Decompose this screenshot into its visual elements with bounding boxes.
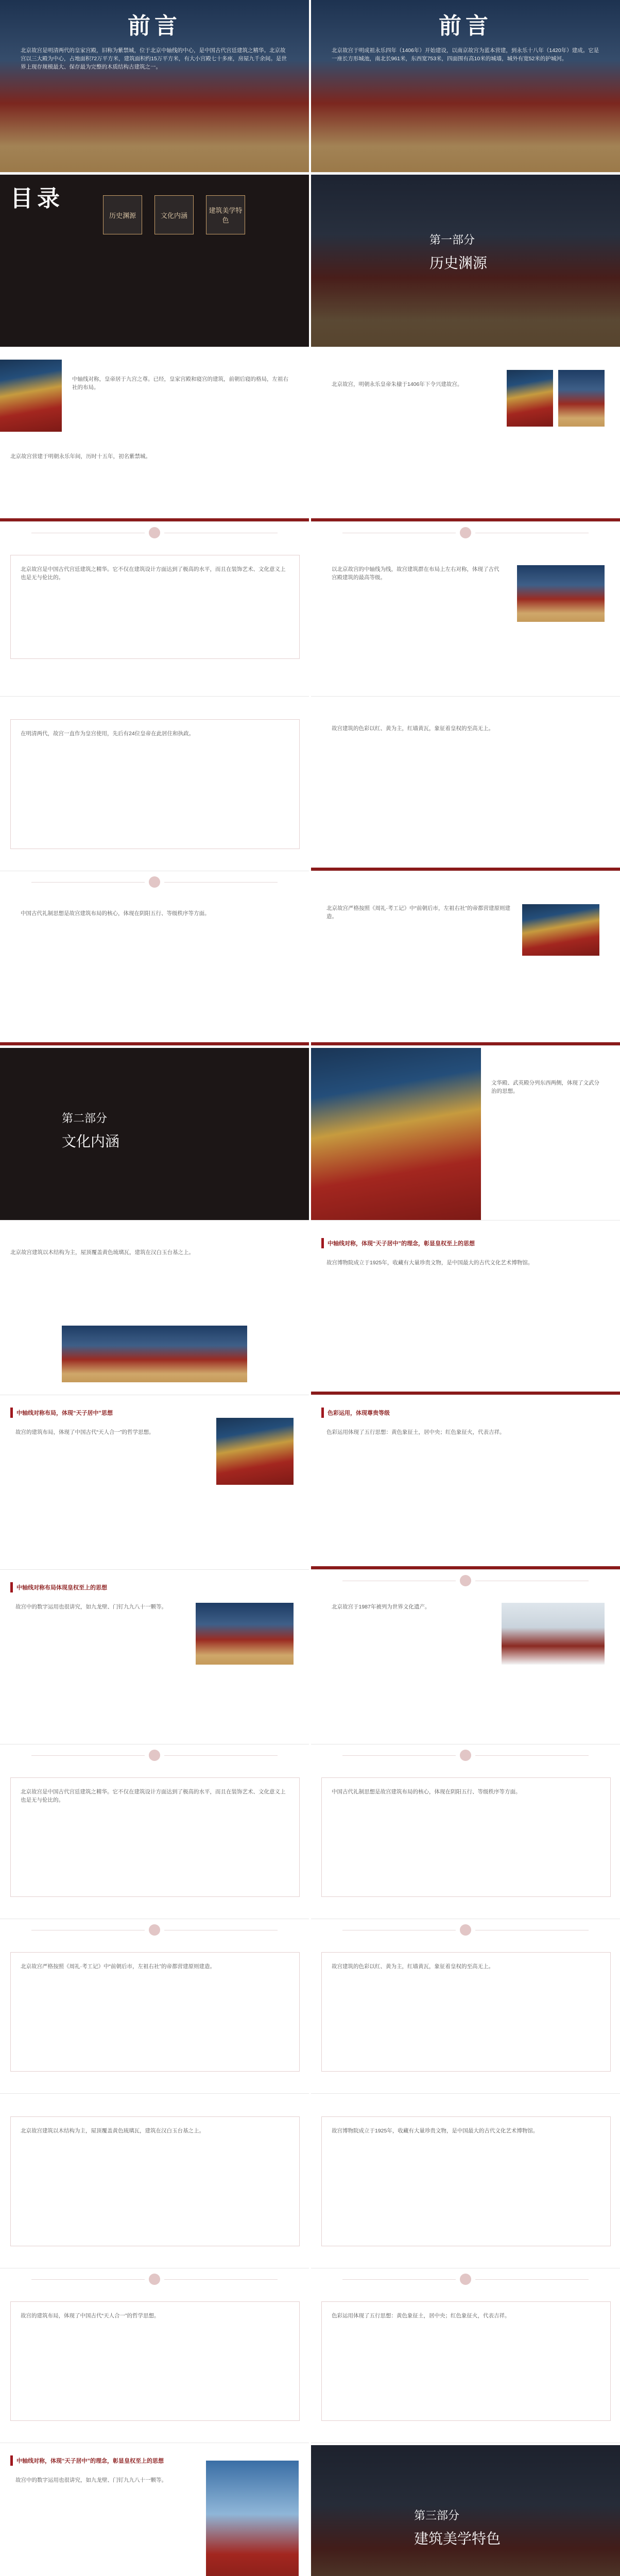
- slide-text: 故宫的建筑布局，体现了中国古代“天人合一”的哲学思想。: [15, 1429, 154, 1435]
- slide-culture-8[interactable]: [0, 1747, 309, 1919]
- slide-header: [0, 1747, 309, 1764]
- slide-text: 故宫建筑的色彩以红、黄为主，红墙黄瓦，象征着皇权的至高无上。: [332, 1963, 494, 1970]
- toc-item-3[interactable]: 建筑美学特色: [206, 195, 245, 234]
- tower-photo: [206, 2461, 299, 2576]
- slide-text: 北京故宫营建于明朝永乐年间，历时十五年，初名紫禁城。: [10, 453, 151, 460]
- roof-photo: [507, 370, 553, 427]
- slide-footer-bar: [0, 1042, 309, 1045]
- slide-header: [311, 1921, 620, 1939]
- slide-header: [311, 2270, 620, 2288]
- slide-text: 色彩运用体现了五行思想：黄色象征土，居中央；红色象征火，代表吉祥。: [326, 1429, 505, 1435]
- slide-text: 北京故宫于明成祖永乐四年（1406年）开始建设，以南京故宫为蓝本营建，到永乐十八年（1420年）建成。它是一座长方形城池，南北长961米，东西宽753米，四面围有高10米的城墙，城外有宽52米的护城河。: [332, 47, 599, 62]
- slide-text: 以北京故宫的中轴线为线，故宫建筑群在布局上左右对称，体现了古代宫殿建筑的最高等级。: [332, 566, 500, 581]
- roof-photo: [311, 1048, 481, 1220]
- slide-history-2[interactable]: [311, 349, 620, 522]
- toc-item-2[interactable]: 文化内涵: [154, 195, 194, 234]
- slide-culture-12[interactable]: [0, 2096, 309, 2268]
- slide-text: 北京故宫是明清两代的皇家宫殿，旧称为紫禁城，位于北京中轴线的中心，是中国古代宫廷建筑之精华。北京故宫以三大殿为中心，占地面积72万平方米，建筑面积约15万平方米，有大小宫殿七十多座，房屋九千余间。是世界上现存规模最大、保存最为完整的木质结构古建筑之一。: [21, 47, 287, 70]
- slide-text: 中轴线对称，皇帝居于九宫之尊。已经，皇家宫殿和寝宫的建筑，前朝后寝的格局，左祖右社的布局。: [72, 376, 288, 391]
- slide-part3[interactable]: [311, 2445, 620, 2576]
- slide-history-3[interactable]: [0, 524, 309, 697]
- palace-photo: [517, 565, 605, 622]
- slide-culture-14[interactable]: [0, 2270, 309, 2443]
- text-card: [10, 2116, 300, 2246]
- slide-header: [311, 1747, 620, 1764]
- heading-accent: [10, 2455, 13, 2466]
- slide-culture-1[interactable]: [311, 1048, 620, 1221]
- slide-history-1[interactable]: [0, 349, 309, 522]
- slide-header: [311, 1572, 620, 1589]
- slide-preface-1[interactable]: [0, 0, 309, 173]
- snow-photo: [502, 1603, 605, 1665]
- slide-header: [0, 524, 309, 541]
- slide-header: [0, 873, 309, 891]
- section-name: 建筑美学特色: [414, 2530, 501, 2547]
- slide-part1[interactable]: [311, 175, 620, 347]
- slide-culture-2[interactable]: [0, 1223, 309, 1395]
- palace-photo: [311, 2445, 620, 2576]
- slide-culture-7[interactable]: [311, 1572, 620, 1744]
- slide-text: 故宫建筑的色彩以红、黄为主，红墙黄瓦，象征着皇权的至高无上。: [332, 725, 494, 732]
- heading: 中轴线对称布局，体现“天子居中”思想: [16, 1410, 113, 1416]
- section-name: 文化内涵: [62, 1133, 120, 1150]
- slide-history-7[interactable]: [0, 873, 309, 1046]
- roof-photo: [522, 904, 599, 956]
- palace-photo: [196, 1603, 294, 1665]
- slide-text: 北京故宫严格按照《周礼·考工记》中“前朝后市，左祖右社”的帝都营建原则建造。: [326, 905, 510, 920]
- slide-history-8[interactable]: [311, 873, 620, 1046]
- slide-text: 北京故宫是中国古代宫廷建筑之精华。它不仅在建筑设计方面达到了极高的水平，而且在装饰艺术、文化意义上也是无与伦比的。: [21, 566, 286, 581]
- slide-history-5[interactable]: [0, 699, 309, 871]
- slide-culture-3[interactable]: [311, 1223, 620, 1395]
- slide-header: [0, 1921, 309, 1939]
- slide-text: 北京故宫是中国古代宫廷建筑之精华。它不仅在建筑设计方面达到了极高的水平，而且在装饰艺术、文化意义上也是无与伦比的。: [21, 1789, 286, 1803]
- toc-title: 目录: [10, 185, 64, 212]
- slide-text: 北京故宫，明朝永乐皇帝朱棣于1406年下令兴建故宫。: [332, 381, 463, 387]
- gate-photo: [0, 360, 62, 432]
- slide-text: 故宫中的数字运用也很讲究，如九龙壁、门钉九九八十一颗等。: [15, 1604, 167, 1610]
- slide-header: [0, 2270, 309, 2288]
- roof-photo: [216, 1418, 294, 1485]
- slide-arch-1[interactable]: [0, 2445, 309, 2576]
- text-card: [321, 2116, 611, 2246]
- slide-header: [311, 524, 620, 541]
- heading: 中轴线对称，体现“天子居中”的理念，彰显皇权至上的思想: [16, 2458, 164, 2464]
- slide-preface-2[interactable]: [311, 0, 620, 173]
- slide-footer-bar: [311, 1566, 620, 1569]
- slide-text: 中国古代礼制思想是故宫建筑布局的核心，体现在阴阳五行、等级秩序等方面。: [21, 910, 210, 917]
- slide-footer-bar: [311, 1042, 620, 1045]
- slide-text: 在明清两代，故宫一直作为皇宫使用，先后有24位皇帝在此居住和执政。: [21, 731, 195, 737]
- palace-photo: [62, 1326, 247, 1382]
- slide-culture-11[interactable]: [311, 1921, 620, 2094]
- slide-title: 前言: [128, 13, 181, 39]
- slide-title: 前言: [439, 13, 492, 39]
- slide-culture-5[interactable]: [311, 1397, 620, 1570]
- slide-text: 北京故宫严格按照《周礼·考工记》中“前朝后市，左祖右社”的帝都营建原则建造。: [21, 1963, 215, 1970]
- heading-accent: [10, 1582, 13, 1592]
- slide-text: 北京故宫建筑以木结构为主，屋顶覆盖黄色琉璃瓦，建筑在汉白玉台基之上。: [21, 2128, 204, 2134]
- slide-culture-10[interactable]: [0, 1921, 309, 2094]
- section-number: 第二部分: [62, 1112, 108, 1125]
- slide-history-4[interactable]: [311, 524, 620, 697]
- slide-culture-6[interactable]: [0, 1572, 309, 1744]
- text-card: [10, 719, 300, 849]
- slide-toc[interactable]: [0, 175, 309, 347]
- heading: 中轴线对称，体现“天子居中”的理念，彰显皇权至上的思想: [328, 1241, 475, 1247]
- slide-text: 故宫中的数字运用也很讲究，如九龙壁、门钉九九八十一颗等。: [15, 2477, 167, 2483]
- slide-culture-15[interactable]: [311, 2270, 620, 2443]
- slide-text: 北京故宫于1987年被列为世界文化遗产。: [332, 1604, 430, 1610]
- slide-footer-bar: [311, 1392, 620, 1395]
- section-number: 第一部分: [429, 234, 475, 247]
- section-number: 第三部分: [414, 2510, 460, 2522]
- slide-footer-bar: [0, 518, 309, 521]
- slide-footer-bar: [311, 868, 620, 871]
- slide-text: 北京故宫建筑以木结构为主，屋顶覆盖黄色琉璃瓦，建筑在汉白玉台基之上。: [10, 1249, 194, 1256]
- slide-text: 故宫博物院成立于1925年，收藏有大量珍贵文物，是中国最大的古代文化艺术博物馆。: [332, 2128, 539, 2134]
- heading-accent: [321, 1408, 324, 1418]
- heading-accent: [321, 1238, 324, 1248]
- slide-text: 色彩运用体现了五行思想：黄色象征土，居中央；红色象征火，代表吉祥。: [332, 2313, 510, 2319]
- slide-footer-bar: [311, 518, 620, 521]
- heading: 中轴线对称布局体现皇权至上的思想: [16, 1585, 107, 1591]
- heading: 色彩运用，体现尊贵等级: [328, 1410, 390, 1416]
- gate-photo: [558, 370, 605, 427]
- slide-culture-13[interactable]: [311, 2096, 620, 2268]
- slide-text: 中国古代礼制思想是故宫建筑布局的核心，体现在阴阳五行、等级秩序等方面。: [332, 1789, 521, 1795]
- toc-item-1[interactable]: 历史渊源: [103, 195, 142, 234]
- slide-text: 故宫的建筑布局，体现了中国古代“天人合一”的哲学思想。: [21, 2313, 160, 2319]
- heading-accent: [10, 1408, 13, 1418]
- slide-text: 故宫博物院成立于1925年，收藏有大量珍贵文物，是中国最大的古代文化艺术博物馆。: [326, 1260, 533, 1266]
- section-name: 历史渊源: [429, 255, 488, 272]
- slide-culture-4[interactable]: [0, 1397, 309, 1570]
- slide-text: 文华殿、武英殿分列东西两侧，体现了文武分治的思想。: [491, 1080, 599, 1094]
- slide-culture-9[interactable]: [311, 1747, 620, 1919]
- slide-history-6[interactable]: [311, 699, 620, 871]
- slide-part2[interactable]: [0, 1048, 309, 1221]
